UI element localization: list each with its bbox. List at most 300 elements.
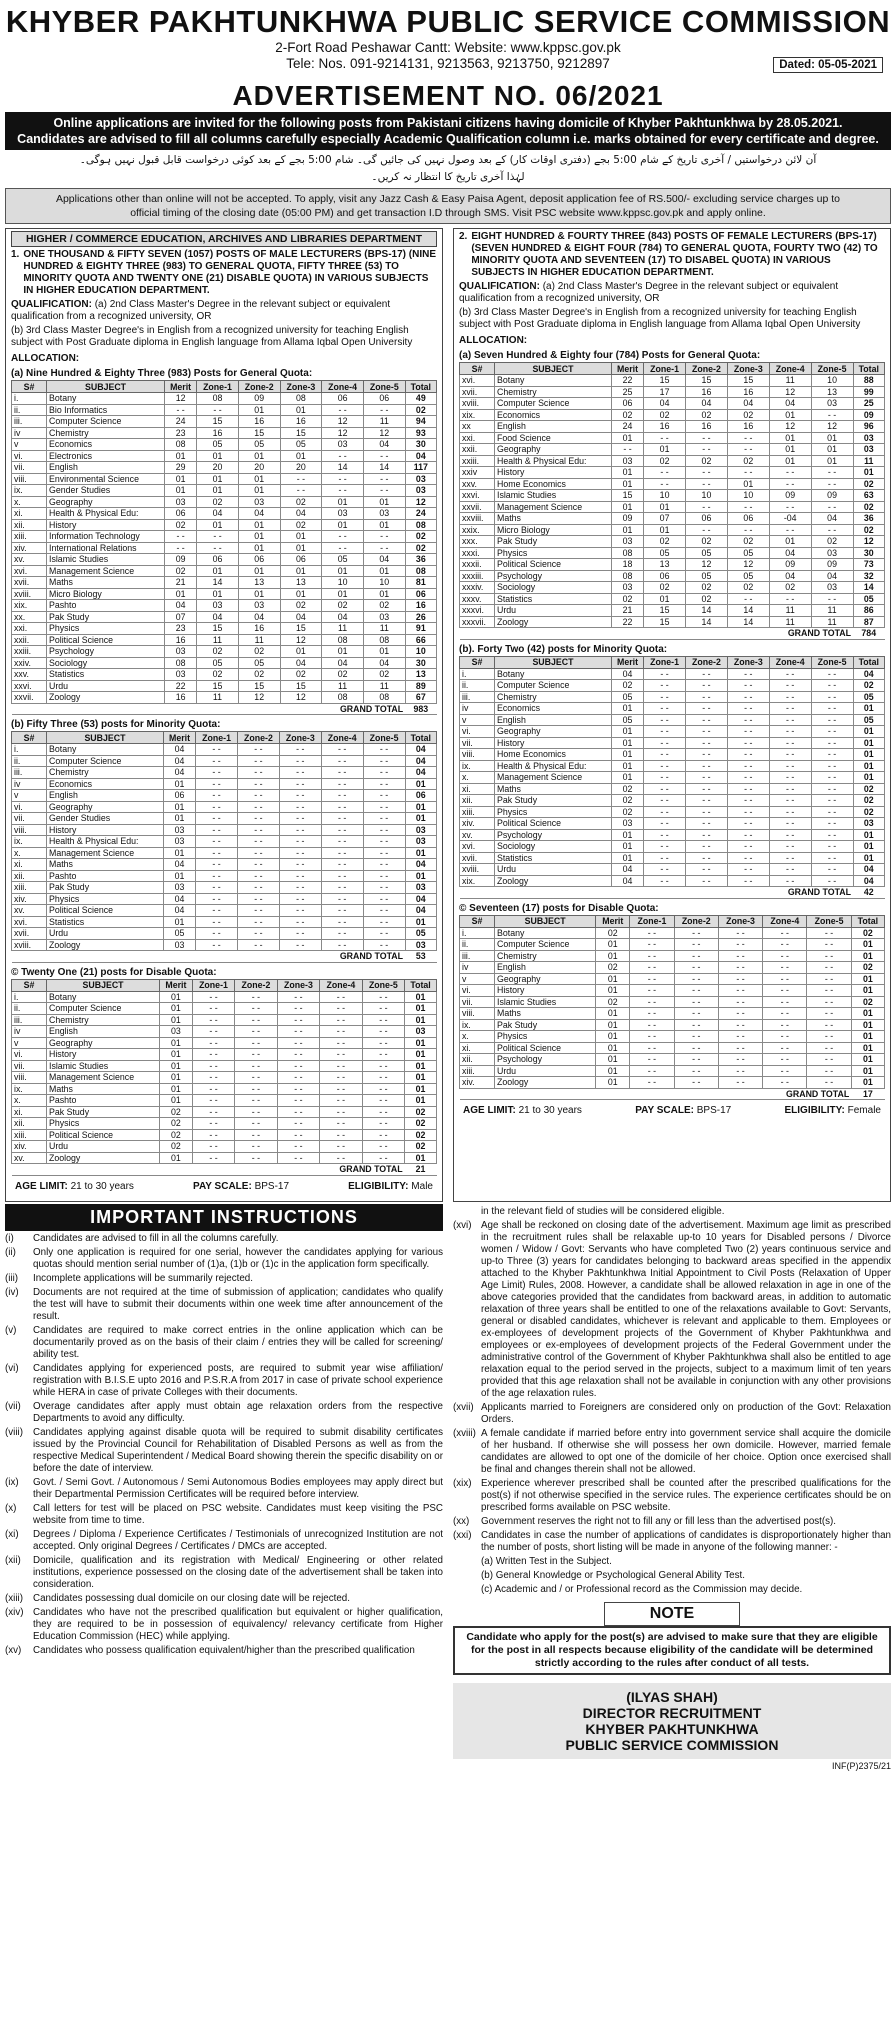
instruction-text: Candidates possessing dual domicile on our closing date will be rejected. xyxy=(33,1592,350,1604)
count-cell: 01 xyxy=(363,496,405,508)
count-cell: 01 xyxy=(163,916,195,928)
count-cell: 15 xyxy=(280,623,322,635)
count-cell: - - xyxy=(763,1054,807,1066)
table-row xyxy=(460,605,885,617)
table-row xyxy=(12,1129,437,1141)
count-cell: 04 xyxy=(197,611,239,623)
table-row xyxy=(460,726,885,738)
count-cell: 03 xyxy=(611,818,643,830)
count-cell: - - xyxy=(769,714,811,726)
count-cell: - - xyxy=(811,783,853,795)
minority-quota-table xyxy=(11,731,437,963)
count-cell: 11 xyxy=(769,605,811,617)
count-cell: 21 xyxy=(611,605,643,617)
count-cell: 04 xyxy=(611,864,643,876)
count-cell: - - xyxy=(363,813,405,825)
count-cell: 16 xyxy=(165,634,197,646)
count-cell: - - xyxy=(277,1060,319,1072)
count-cell: - - xyxy=(192,1095,234,1107)
count-cell: - - xyxy=(196,801,238,813)
count-cell: 02 xyxy=(611,806,643,818)
table-row xyxy=(12,1037,437,1049)
count-cell: - - xyxy=(235,1095,277,1107)
total-cell: 01 xyxy=(405,870,436,882)
total-cell: 01 xyxy=(853,829,884,841)
count-cell: - - xyxy=(811,841,853,853)
row-number: vii. xyxy=(460,996,495,1008)
count-cell: - - xyxy=(277,1152,319,1164)
count-cell: 13 xyxy=(811,386,853,398)
total-cell: 01 xyxy=(405,1049,437,1061)
count-cell: 16 xyxy=(280,416,322,428)
row-number: xv. xyxy=(12,1152,47,1164)
row-number: xxvi. xyxy=(460,490,495,502)
row-number: xiv. xyxy=(12,1141,47,1153)
table-row xyxy=(460,760,885,772)
table-row xyxy=(12,646,437,658)
count-cell: - - xyxy=(674,1077,718,1089)
instruction-text: Candidates are required to make correct entries in the online application which can be documentarily proved as on the basis of their claim / entries they will be called for screening/ ability test. xyxy=(33,1324,443,1360)
row-number: xxii. xyxy=(12,634,47,646)
grand-total-label: GRAND TOTAL xyxy=(460,1088,852,1100)
count-cell: 01 xyxy=(160,1049,193,1061)
total-cell: 03 xyxy=(853,444,884,456)
subject-cell: Physics xyxy=(47,623,165,635)
table-row xyxy=(12,669,437,681)
count-cell: 24 xyxy=(611,421,643,433)
table-row xyxy=(460,973,885,985)
count-cell: 01 xyxy=(596,1054,630,1066)
count-cell: 20 xyxy=(197,462,239,474)
count-cell: - - xyxy=(277,1106,319,1118)
row-number: xx xyxy=(460,421,495,433)
instruction-text: Documents are not required at the time of submission of application; candidates who qualify the test will have to submit their documents within one week time after announcement of the result. xyxy=(33,1286,443,1322)
count-cell: 03 xyxy=(611,455,643,467)
count-cell: - - xyxy=(238,778,280,790)
row-number: xi. xyxy=(460,1042,495,1054)
count-cell: 01 xyxy=(611,501,643,513)
row-number: xxxv. xyxy=(460,593,495,605)
subject-cell: Islamic Studies xyxy=(47,1060,160,1072)
count-cell: 01 xyxy=(596,973,630,985)
instruction-item xyxy=(5,1427,443,1475)
row-number: vi. xyxy=(12,450,47,462)
table-row xyxy=(460,375,885,387)
subject-cell: History xyxy=(47,519,165,531)
count-cell: 04 xyxy=(163,744,195,756)
total-cell: 01 xyxy=(405,1037,437,1049)
count-cell: - - xyxy=(727,714,769,726)
count-cell: 11 xyxy=(363,623,405,635)
subject-cell: Chemistry xyxy=(47,767,164,779)
table-header-row xyxy=(12,979,437,991)
count-cell: 01 xyxy=(163,813,195,825)
instruction-item xyxy=(453,1428,891,1476)
notice-line-2: Candidates are advised to fill all columns carefully especially Academic Qualification column i.e. marks obtained for every certificate and degree. xyxy=(17,132,879,146)
table-row xyxy=(460,467,885,479)
count-cell: - - xyxy=(362,1014,404,1026)
count-cell: 03 xyxy=(322,508,364,520)
count-cell: 11 xyxy=(238,634,280,646)
table-row xyxy=(460,536,885,548)
count-cell: - - xyxy=(769,668,811,680)
count-cell: 22 xyxy=(611,616,643,628)
table-header-row xyxy=(460,656,885,668)
row-number: xix. xyxy=(460,409,495,421)
count-cell: - - xyxy=(363,790,405,802)
count-cell: - - xyxy=(279,939,321,951)
count-cell: 06 xyxy=(644,570,686,582)
table-row xyxy=(12,554,437,566)
shortlisting-option: (a) Written Test in the Subject. xyxy=(481,1555,612,1567)
count-cell: 04 xyxy=(280,611,322,623)
subject-cell: Physics xyxy=(47,1118,160,1130)
column-header-merit: Merit xyxy=(165,381,197,393)
count-cell: 01 xyxy=(727,478,769,490)
table-row xyxy=(460,806,885,818)
subject-cell: Zoology xyxy=(47,1152,160,1164)
total-cell: 01 xyxy=(851,1065,884,1077)
subject-cell: Geography xyxy=(495,726,612,738)
count-cell: - - xyxy=(197,542,239,554)
grand-total-row xyxy=(460,1088,885,1100)
count-cell: - - xyxy=(630,1065,674,1077)
count-cell: - - xyxy=(727,680,769,692)
subject-cell: Bio Informatics xyxy=(47,404,165,416)
table-row xyxy=(12,577,437,589)
total-cell: 30 xyxy=(405,657,436,669)
row-number: ii. xyxy=(12,1003,47,1015)
count-cell: 01 xyxy=(811,444,853,456)
subject-cell: Geography xyxy=(47,496,165,508)
grand-total-row xyxy=(460,628,885,640)
count-cell: 02 xyxy=(644,536,686,548)
count-cell: - - xyxy=(320,1037,362,1049)
row-number: xii. xyxy=(12,1118,47,1130)
count-cell: - - xyxy=(644,432,686,444)
count-cell: 04 xyxy=(611,668,643,680)
count-cell: - - xyxy=(686,668,728,680)
row-number: xvi. xyxy=(12,565,47,577)
table-row xyxy=(12,473,437,485)
table-row xyxy=(460,680,885,692)
instructions-columns xyxy=(5,1204,891,1771)
total-cell: 05 xyxy=(853,714,884,726)
count-cell: 01 xyxy=(611,829,643,841)
total-cell: 88 xyxy=(853,375,884,387)
count-cell: 03 xyxy=(165,496,197,508)
count-cell: 05 xyxy=(197,439,239,451)
count-cell: 01 xyxy=(280,531,322,543)
count-cell: 02 xyxy=(686,593,728,605)
subject-cell: Pak Study xyxy=(47,882,164,894)
count-cell: 01 xyxy=(238,531,280,543)
count-cell: 01 xyxy=(165,473,197,485)
subject-cell: Physics xyxy=(495,547,612,559)
count-cell: 15 xyxy=(238,427,280,439)
grand-total-row xyxy=(12,703,437,715)
column-header-zone-1: Zone-1 xyxy=(644,363,686,375)
row-number: xv. xyxy=(460,829,495,841)
total-cell: 04 xyxy=(405,755,436,767)
instruction-number: (xiv) xyxy=(5,1606,24,1618)
count-cell: 01 xyxy=(165,450,197,462)
subject-cell: Psychology xyxy=(495,1054,596,1066)
table-row xyxy=(12,657,437,669)
count-cell: 04 xyxy=(769,547,811,559)
instruction-text: Applicants married to Foreigners are considered only on production of the Govt: Relaxation Orders. xyxy=(481,1401,891,1425)
total-cell: 04 xyxy=(853,864,884,876)
column-header-zone-3: Zone-3 xyxy=(279,732,321,744)
subject-cell: Economics xyxy=(495,703,612,715)
column-header-total: Total xyxy=(853,656,884,668)
count-cell: 06 xyxy=(611,398,643,410)
row-number: xiv. xyxy=(12,893,47,905)
subject-cell: Sociology xyxy=(495,841,612,853)
count-cell: - - xyxy=(197,531,239,543)
subject-cell: Gender Studies xyxy=(47,485,165,497)
count-cell: - - xyxy=(811,737,853,749)
instruction-item xyxy=(453,1530,891,1554)
total-cell: 04 xyxy=(853,875,884,887)
row-number: xxii. xyxy=(460,444,495,456)
count-cell: 09 xyxy=(811,490,853,502)
disable-quota-title: © Seventeen (17) posts for Disable Quota: xyxy=(459,902,659,914)
count-cell: - - xyxy=(807,950,851,962)
row-number: xxiii. xyxy=(12,646,47,658)
total-cell: 03 xyxy=(405,882,436,894)
count-cell: 08 xyxy=(165,657,197,669)
subject-cell: Psychology xyxy=(47,646,165,658)
table-row xyxy=(12,1118,437,1130)
count-cell: 13 xyxy=(280,577,322,589)
total-cell: 12 xyxy=(405,496,436,508)
subject-cell: Computer Science xyxy=(495,398,612,410)
count-cell: - - xyxy=(363,755,405,767)
row-number: xvi. xyxy=(12,916,47,928)
eligibility-line xyxy=(463,1105,881,1116)
subject-cell: Urdu xyxy=(47,680,165,692)
subject-cell: Botany xyxy=(495,927,596,939)
count-cell: 01 xyxy=(197,565,239,577)
count-cell: - - xyxy=(769,737,811,749)
subject-cell: English xyxy=(47,1026,160,1038)
row-number: xxv. xyxy=(12,669,47,681)
count-cell: - - xyxy=(727,841,769,853)
count-cell: - - xyxy=(686,478,728,490)
column-header-zone-5: Zone-5 xyxy=(811,656,853,668)
subject-cell: Food Science xyxy=(495,432,612,444)
count-cell: - - xyxy=(238,905,280,917)
instruction-text: Overage candidates after apply must obtain age relaxation orders from the respective Departments to avoid any difficulty. xyxy=(33,1400,443,1424)
count-cell: 15 xyxy=(197,680,239,692)
count-cell: 01 xyxy=(160,1095,193,1107)
count-cell: - - xyxy=(718,973,762,985)
table-row xyxy=(460,582,885,594)
table-row xyxy=(12,542,437,554)
count-cell: 01 xyxy=(596,1031,630,1043)
table-row xyxy=(460,1042,885,1054)
count-cell: 13 xyxy=(238,577,280,589)
count-cell: - - xyxy=(196,870,238,882)
count-cell: - - xyxy=(763,996,807,1008)
table-row xyxy=(460,962,885,974)
count-cell: - - xyxy=(321,916,363,928)
count-cell: - - xyxy=(196,813,238,825)
column-header-sn: S# xyxy=(12,381,47,393)
count-cell: - - xyxy=(362,1106,404,1118)
total-cell: 01 xyxy=(853,852,884,864)
row-number: xxxvii. xyxy=(460,616,495,628)
table-row xyxy=(12,1141,437,1153)
count-cell: - - xyxy=(320,991,362,1003)
count-cell: - - xyxy=(763,927,807,939)
count-cell: - - xyxy=(279,893,321,905)
row-number: xxx. xyxy=(460,536,495,548)
table-row xyxy=(12,916,437,928)
total-cell: 03 xyxy=(405,485,436,497)
count-cell: 01 xyxy=(611,703,643,715)
count-cell: 01 xyxy=(238,542,280,554)
total-cell: 02 xyxy=(853,806,884,818)
column-header-zone-3: Zone-3 xyxy=(277,979,319,991)
column-header-subject: SUBJECT xyxy=(495,915,596,927)
count-cell: - - xyxy=(277,1083,319,1095)
count-cell: - - xyxy=(238,939,280,951)
count-cell: 23 xyxy=(165,427,197,439)
total-cell: 01 xyxy=(405,778,436,790)
count-cell: - - xyxy=(363,542,405,554)
count-cell: - - xyxy=(321,882,363,894)
row-number: vi. xyxy=(12,1049,47,1061)
count-cell: 15 xyxy=(280,427,322,439)
grand-total-label: GRAND TOTAL xyxy=(12,703,406,715)
count-cell: - - xyxy=(235,1037,277,1049)
total-cell: 01 xyxy=(851,950,884,962)
count-cell: - - xyxy=(321,790,363,802)
instruction-item xyxy=(5,1287,443,1323)
total-cell: 02 xyxy=(853,501,884,513)
count-cell: 15 xyxy=(644,375,686,387)
table-row xyxy=(12,496,437,508)
count-cell: - - xyxy=(197,404,239,416)
count-cell: 12 xyxy=(363,427,405,439)
row-number: ii. xyxy=(12,755,47,767)
table-row xyxy=(12,928,437,940)
table-row xyxy=(12,600,437,612)
count-cell: - - xyxy=(363,893,405,905)
column-header-zone-4: Zone-4 xyxy=(321,732,363,744)
count-cell: 05 xyxy=(727,570,769,582)
count-cell: 11 xyxy=(322,623,364,635)
subject-cell: Health & Physical Edu: xyxy=(495,455,612,467)
total-cell: 66 xyxy=(405,634,436,646)
table-row xyxy=(460,703,885,715)
count-cell: - - xyxy=(644,668,686,680)
count-cell: - - xyxy=(320,1060,362,1072)
total-cell: 02 xyxy=(851,927,884,939)
total-cell: 96 xyxy=(853,421,884,433)
count-cell: - - xyxy=(718,1008,762,1020)
count-cell: - - xyxy=(644,760,686,772)
instruction-number: (iii) xyxy=(5,1272,19,1284)
count-cell: 14 xyxy=(727,616,769,628)
total-cell: 09 xyxy=(853,409,884,421)
total-cell: 03 xyxy=(853,432,884,444)
instruction-text: Candidates in case the number of applications of candidates is disproportionately higher than the number of posts, short listing will be made in anyone of the following manner: - xyxy=(481,1529,891,1553)
total-cell: 99 xyxy=(853,386,884,398)
count-cell: 05 xyxy=(280,439,322,451)
count-cell: 01 xyxy=(163,847,195,859)
subject-cell: Health & Physical Edu: xyxy=(495,760,612,772)
count-cell: 01 xyxy=(160,1083,193,1095)
count-cell: 02 xyxy=(280,600,322,612)
count-cell: - - xyxy=(235,1060,277,1072)
inf-number: INF(P)2375/21 xyxy=(831,1760,891,1771)
count-cell: 21 xyxy=(165,577,197,589)
phone-line: Tele: Nos. 091-9214131, 9213563, 9213750, 9212897 xyxy=(286,56,610,71)
instruction-item xyxy=(5,1503,443,1527)
instructions-list xyxy=(453,1220,891,1554)
count-cell: - - xyxy=(630,1054,674,1066)
count-cell: 03 xyxy=(363,611,405,623)
count-cell: 01 xyxy=(238,473,280,485)
count-cell: 04 xyxy=(363,439,405,451)
table-row xyxy=(460,409,885,421)
total-cell: 26 xyxy=(405,611,436,623)
subject-cell: History xyxy=(495,737,612,749)
row-number: iii. xyxy=(12,416,47,428)
subject-cell: Sociology xyxy=(47,657,165,669)
count-cell: 03 xyxy=(163,882,195,894)
count-cell: - - xyxy=(807,962,851,974)
row-number: xxi. xyxy=(460,432,495,444)
column-header-sn: S# xyxy=(12,979,47,991)
allocation-label: ALLOCATION: xyxy=(459,335,528,346)
subject-cell: History xyxy=(47,824,164,836)
subject-cell: Home Economics xyxy=(495,478,612,490)
count-cell: 03 xyxy=(165,669,197,681)
count-cell: - - xyxy=(674,1031,718,1043)
count-cell: 14 xyxy=(727,605,769,617)
count-cell: - - xyxy=(320,1072,362,1084)
table-row xyxy=(12,427,437,439)
count-cell: - - xyxy=(320,1129,362,1141)
count-cell: - - xyxy=(630,950,674,962)
subject-cell: English xyxy=(495,421,612,433)
count-cell: - - xyxy=(279,870,321,882)
instruction-item xyxy=(5,1477,443,1501)
count-cell: - - xyxy=(769,726,811,738)
row-number: viii. xyxy=(12,473,47,485)
subject-cell: English xyxy=(495,714,612,726)
count-cell: - - xyxy=(277,1141,319,1153)
subject-cell: Economics xyxy=(47,439,165,451)
count-cell: - - xyxy=(277,1037,319,1049)
count-cell: 20 xyxy=(280,462,322,474)
count-cell: 15 xyxy=(644,616,686,628)
count-cell: 04 xyxy=(322,657,364,669)
count-cell: - - xyxy=(363,801,405,813)
row-number: xiii. xyxy=(12,1129,47,1141)
count-cell: - - xyxy=(644,852,686,864)
count-cell: - - xyxy=(196,905,238,917)
count-cell: - - xyxy=(686,760,728,772)
count-cell: 02 xyxy=(727,409,769,421)
count-cell: - - xyxy=(686,680,728,692)
count-cell: - - xyxy=(362,1026,404,1038)
row-number: vi. xyxy=(460,726,495,738)
